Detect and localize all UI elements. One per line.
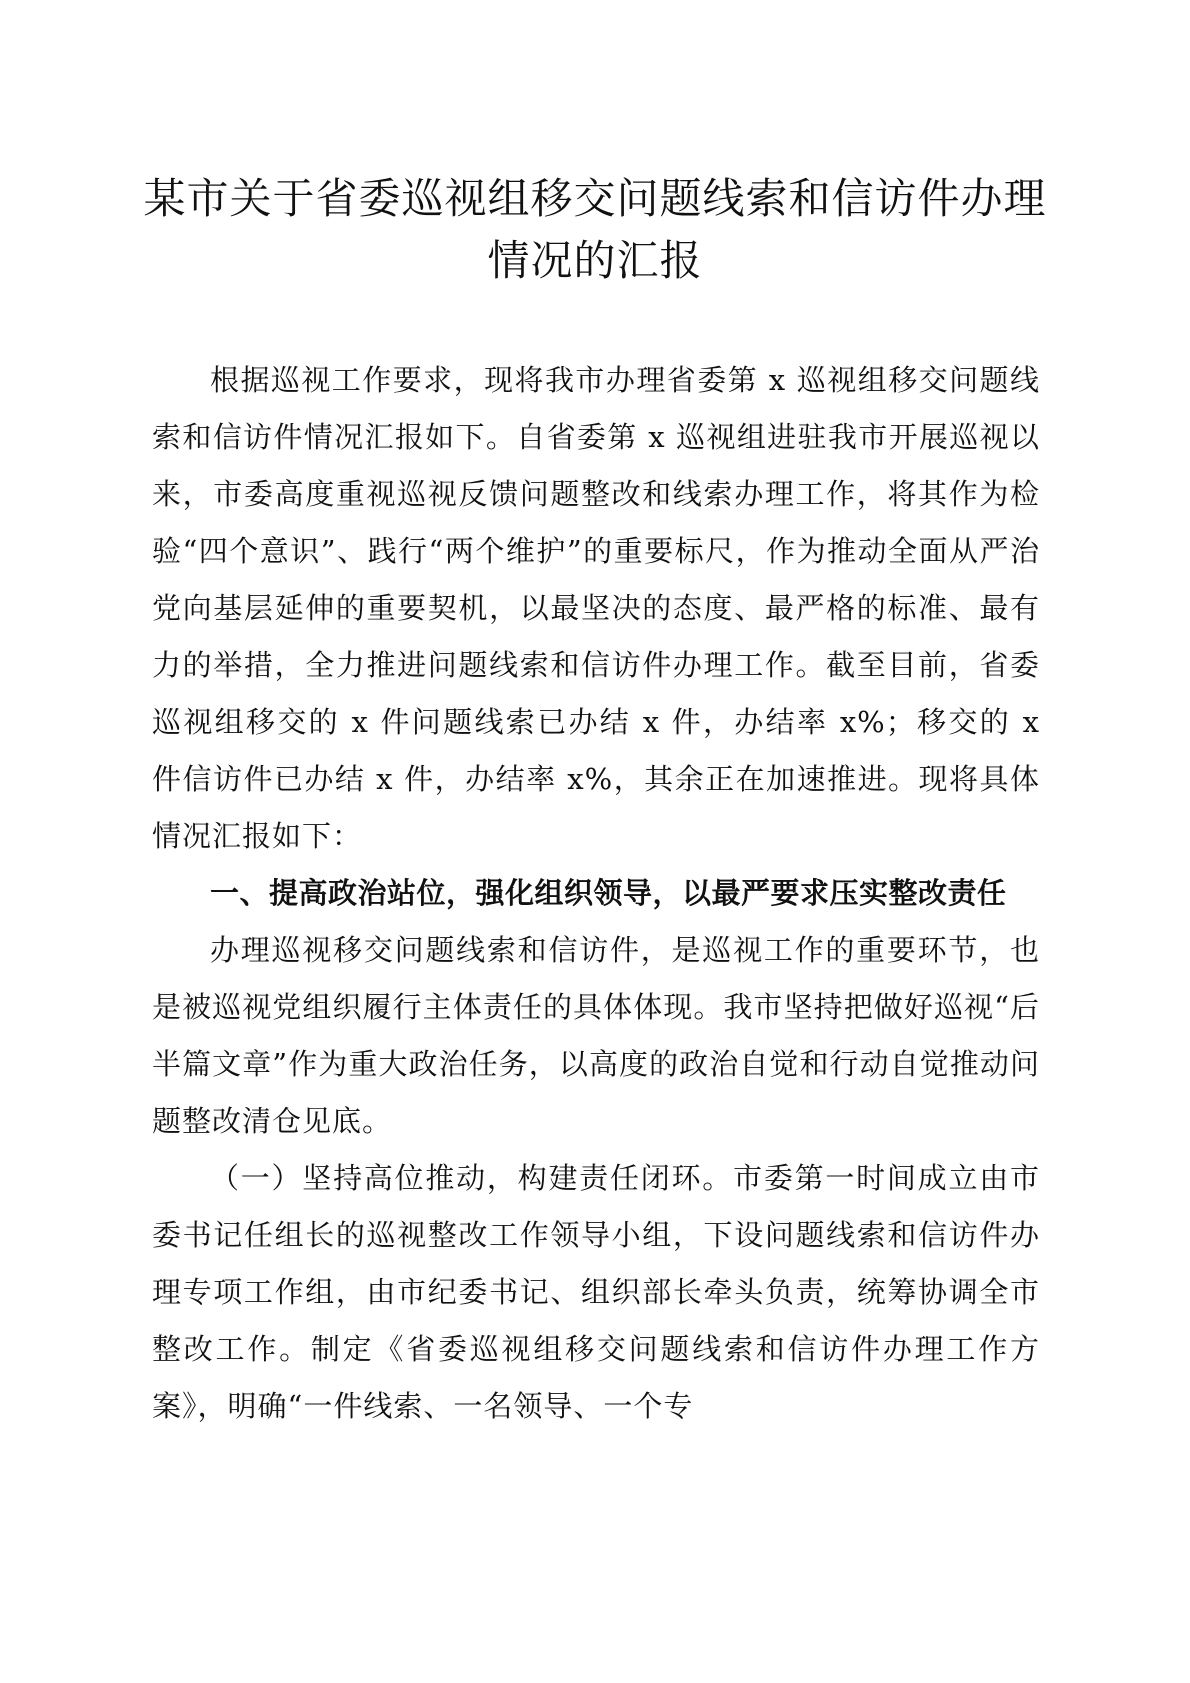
section-1-paragraph: 办理巡视移交问题线索和信访件，是巡视工作的重要环节，也是被巡视党组织履行主体责任的具体体现。我市坚持把做好巡视“后半篇文章”作为重大政治任务，以高度的政治自觉和行动自觉推动问题整改清仓见底。: [152, 933, 1040, 1138]
document-body: [152, 352, 1040, 1435]
intro-paragraph: 根据巡视工作要求，现将我市办理省委第 x 巡视组移交问题线索和信访件情况汇报如下。自省委第 x 巡视组进驻我市开展巡视以来，市委高度重视巡视反馈问题整改和线索办理工作，将其作为检验“四个意识”、践行“两个维护”的重要标尺，作为推动全面从严治党向基层延伸的重要契机，以最坚决的态度、最严格的标准、最有力的举措，全力推进问题线索和信访件办理工作。截至目前，省委巡视组移交的 x 件问题线索已办结 x 件，办结率 x%；移交的 x 件信访件已办结 x 件，办结率 x%，其余正在加速推进。现将具体情况汇报如下：: [152, 363, 1040, 853]
section-heading-1: 一、提高政治站位，强化组织领导，以最严要求压实整改责任: [210, 876, 1007, 910]
document-title: 某市关于省委巡视组移交问题线索和信访件办理情况的汇报: [143, 174, 1047, 285]
subsection-1-paragraph: （一）坚持高位推动，构建责任闭环。市委第一时间成立由市委书记任组长的巡视整改工作领导小组，下设问题线索和信访件办理专项工作组，由市纪委书记、组织部长牵头负责，统筹协调全市整改工作。制定《省委巡视组移交问题线索和信访件办理工作方案》，明确“一件线索、一名领导、一个专: [152, 1161, 1040, 1423]
